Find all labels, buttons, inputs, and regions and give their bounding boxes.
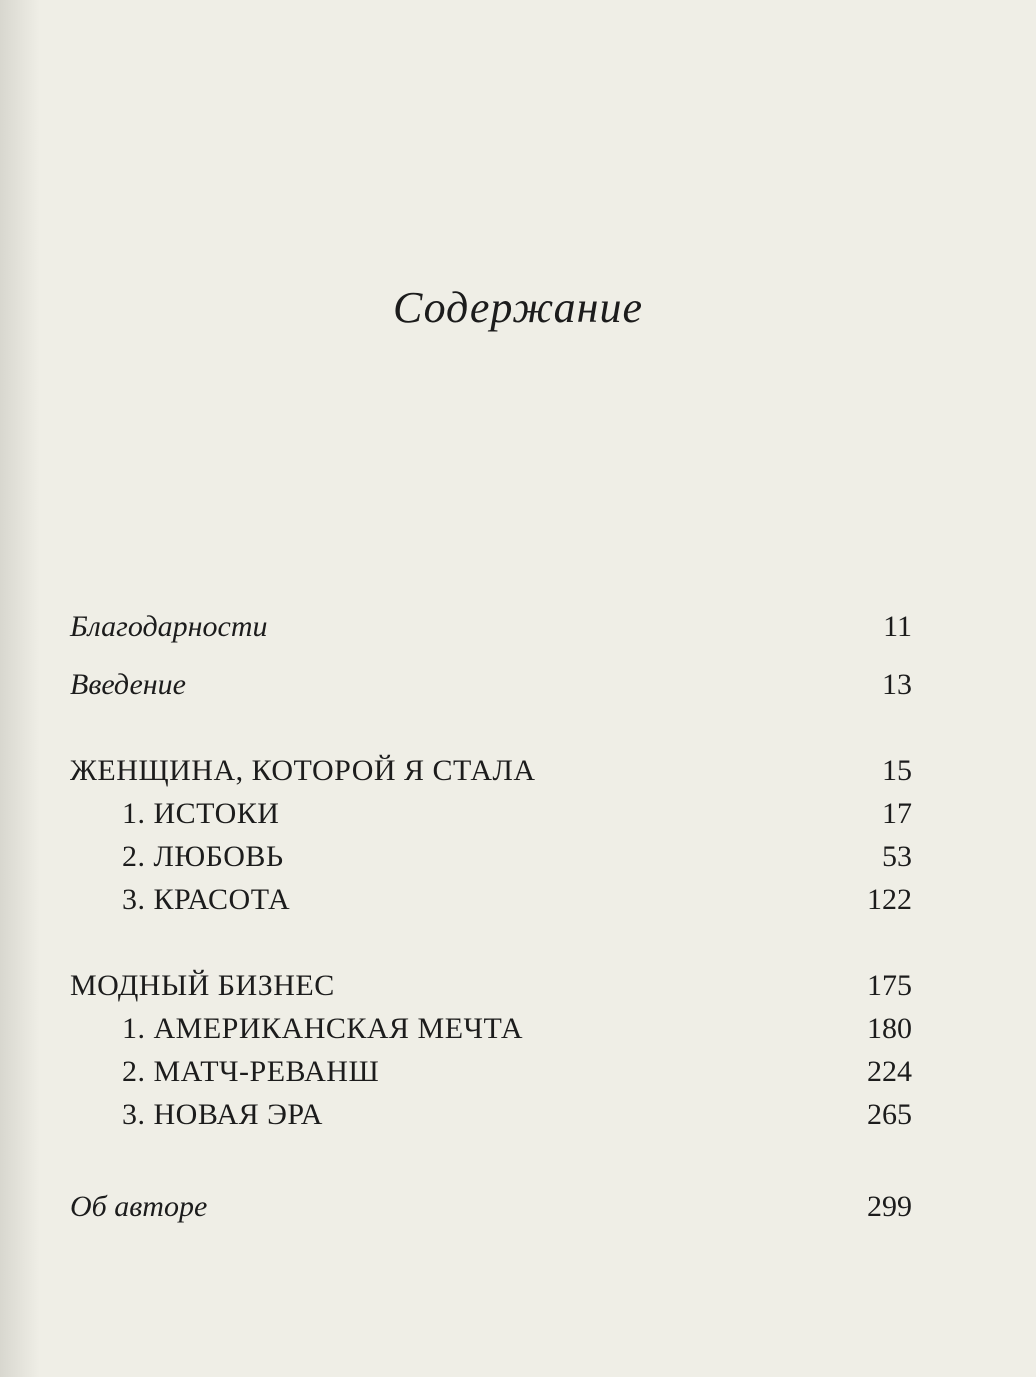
toc-entry-chapter[interactable] (70, 1012, 912, 1052)
toc-entry-chapter[interactable] (70, 883, 912, 923)
toc-entry-label: МОДНЫЙ БИЗНЕС (70, 969, 335, 1002)
toc-entry-part-1[interactable] (70, 754, 912, 794)
toc-entry-page: 175 (867, 969, 912, 1002)
toc-entry-label: Благодарности (70, 610, 268, 643)
toc-entry-page: 224 (867, 1055, 912, 1088)
toc-entry-page: 265 (867, 1098, 912, 1131)
toc-entry-page: 13 (882, 668, 912, 701)
toc-entry-page: 15 (882, 754, 912, 787)
toc-entry-label: 1. ИСТОКИ (122, 797, 280, 830)
toc-entry-label: Об авторе (70, 1190, 208, 1223)
toc-entry-label: Введение (70, 668, 186, 701)
toc-entry-acknowledgements[interactable] (70, 610, 912, 650)
toc-entry-page: 180 (867, 1012, 912, 1045)
toc-entry-page: 11 (883, 610, 912, 643)
toc-entry-page: 53 (882, 840, 912, 873)
toc-entry-label: 2. МАТЧ-РЕВАНШ (122, 1055, 380, 1088)
toc-entry-chapter[interactable] (70, 840, 912, 880)
toc-entry-chapter[interactable] (70, 1098, 912, 1138)
toc-entry-chapter[interactable] (70, 797, 912, 837)
toc-entry-about-author[interactable] (70, 1190, 912, 1230)
toc-entry-label: ЖЕНЩИНА, КОТОРОЙ Я СТАЛА (70, 754, 536, 787)
toc-entry-introduction[interactable] (70, 668, 912, 708)
toc-entry-chapter[interactable] (70, 1055, 912, 1095)
page-title: Содержание (392, 283, 643, 332)
page-gutter-shadow (0, 0, 40, 1377)
toc-entry-page: 122 (867, 883, 912, 916)
toc-entry-page: 299 (867, 1190, 912, 1223)
toc-entry-label: 3. КРАСОТА (122, 883, 291, 916)
toc-entry-label: 1. АМЕРИКАНСКАЯ МЕЧТА (122, 1012, 524, 1045)
toc-entry-label: 2. ЛЮБОВЬ (122, 840, 284, 873)
toc-entry-part-2[interactable] (70, 969, 912, 1009)
toc-entry-label: 3. НОВАЯ ЭРА (122, 1098, 323, 1131)
toc-entry-page: 17 (882, 797, 912, 830)
